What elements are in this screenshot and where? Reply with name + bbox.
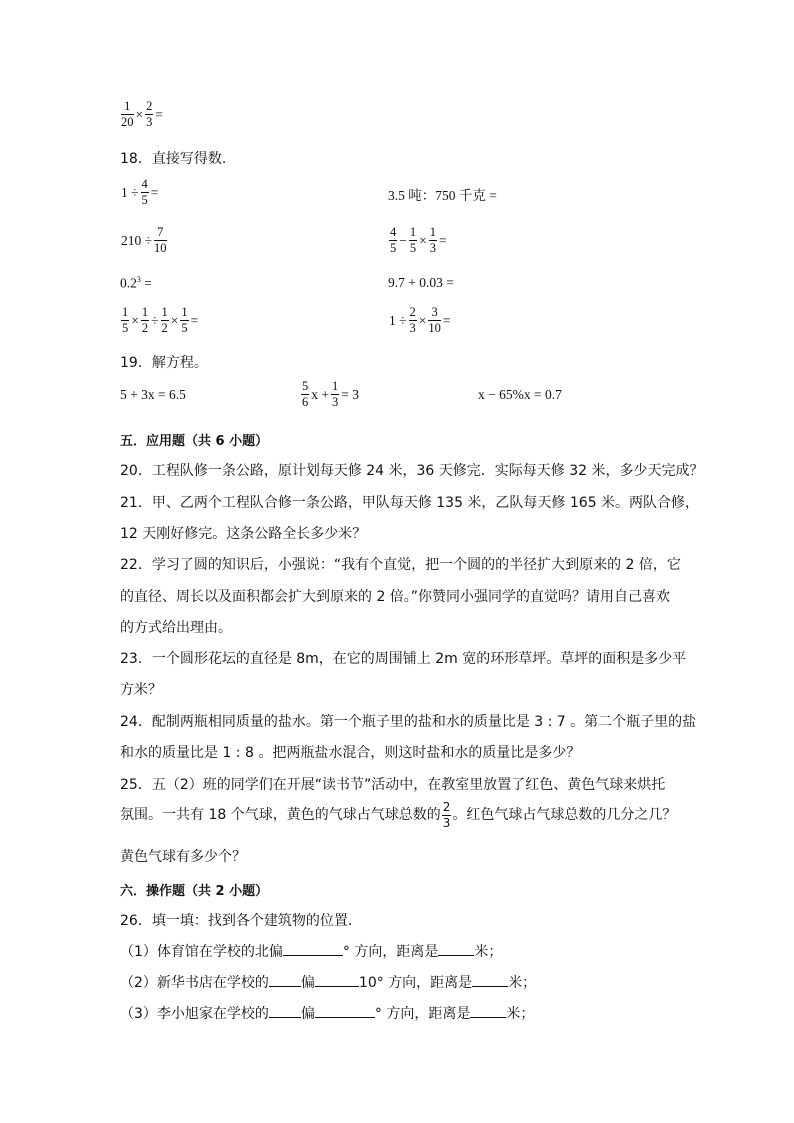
q19-equation-3: x − 65%x = 0.7 — [478, 387, 562, 402]
section-6-heading: 六．操作题（共 2 小题） — [120, 884, 269, 899]
q20-text: 20．工程队修一条公路，原计划每天修 24 米，36 天修完．实际每天修 32 米，多少天完成？ — [120, 463, 704, 479]
q23-line-1: 23．一个圆形花坛的直径是 8m，在它的周围铺上 2m 宽的环形草坪。草坪的面积是多少平 — [120, 651, 687, 667]
q19-equation-2: $\frac{5}{6}$ x + $\frac{1}{3}$ = 3 — [302, 379, 359, 410]
blank-distance-2[interactable] — [472, 974, 508, 987]
q18-item-2b: $\frac{4}{5}$ − $\frac{1}{5}$ × $\frac{1}{3}$ = — [390, 225, 447, 256]
q18-item-1b: 3.5 吨：750 千克 = — [388, 188, 497, 203]
q21-line-2: 12 天刚好修完。这条公路全长多少米？ — [120, 526, 367, 542]
blank-distance-1[interactable] — [438, 943, 474, 956]
q24-line-2: 和水的质量比是 1 : 8 。把两瓶盐水混合，则这时盐和水的质量比是多少？ — [120, 745, 581, 761]
q26-item-3: （3）李小旭家在学校的 偏 ° 方向，距离是 米； — [120, 1006, 535, 1022]
q25-line-1: 25．五（2）班的同学们在开展“读书节”活动中，在教室里放置了红色、黄色气球来烘托 — [120, 777, 666, 793]
blank-angle-3[interactable] — [315, 1005, 375, 1018]
q22-line-1: 22．学习了圆的知识后，小强说：“我有个直觉，把一个圆的的半径扩大到原来的 2 倍，它 — [120, 557, 681, 573]
q26-title: 26．填一填：找到各个建筑物的位置． — [120, 913, 362, 929]
q23-line-2: 方米？ — [120, 682, 162, 698]
q22-line-3: 的方式给出理由。 — [120, 620, 232, 636]
section-5-heading: 五．应用题（共 6 小题） — [120, 434, 269, 449]
blank-angle-1[interactable] — [283, 943, 343, 956]
q18-item-2a: 210 ÷ $\frac{7}{10}$ — [121, 225, 167, 256]
q19-title: 19．解方程。 — [120, 355, 208, 371]
q25-line-3: 黄色气球有多少个？ — [120, 849, 246, 865]
q18-item-3a: $0.2^3$ = — [120, 275, 152, 291]
q18-item-4b: 1 ÷ $\frac{2}{3}$ × $\frac{3}{10}$ = — [389, 305, 451, 336]
q22-line-2: 的直径、周长以及面积都会扩大到原来的 2 倍。”你赞同小强同学的直觉吗？请用自己喜欢 — [120, 589, 671, 605]
blank-direction-3[interactable] — [269, 1005, 301, 1018]
q25-line-2: 氛围。一共有 18 个气球，黄色的气球占气球总数的 $\frac{2}{3}$ 。红色气球占气球总数的几分之几？ — [120, 800, 677, 830]
blank-direction-2b[interactable] — [315, 974, 359, 987]
q24-line-1: 24．配制两瓶相同质量的盐水。第一个瓶子里的盐和水的质量比是 3 : 7 。第二个瓶子里的盐 — [120, 714, 697, 730]
q26-item-1: （1）体育馆在学校的北偏 ° 方向，距离是 米； — [120, 944, 503, 960]
q18-title: 18．直接写得数. — [120, 151, 227, 167]
q18-item-4a: $\frac{1}{5}$ × $\frac{1}{2}$ ÷ $\frac{1}{2}$ × $\frac{1}{5}$ = — [122, 305, 199, 336]
blank-distance-3[interactable] — [470, 1005, 506, 1018]
q21-line-1: 21．甲、乙两个工程队合修一条公路，甲队每天修 135 米，乙队每天修 165 米。两队合修， — [120, 495, 700, 511]
q18-item-1a: 1 ÷ $\frac{4}{5}$ = — [121, 177, 159, 208]
q17-expression: $\frac{1}{20}$ × $\frac{2}{3}$ = — [121, 99, 163, 130]
q18-item-3b: 9.7 + 0.03 = — [388, 275, 454, 290]
blank-direction-2[interactable] — [269, 974, 301, 987]
q19-equation-1: 5 + 3x = 6.5 — [120, 387, 186, 402]
q26-item-2: （2）新华书店在学校的 偏 10° 方向，距离是 米； — [120, 975, 537, 991]
